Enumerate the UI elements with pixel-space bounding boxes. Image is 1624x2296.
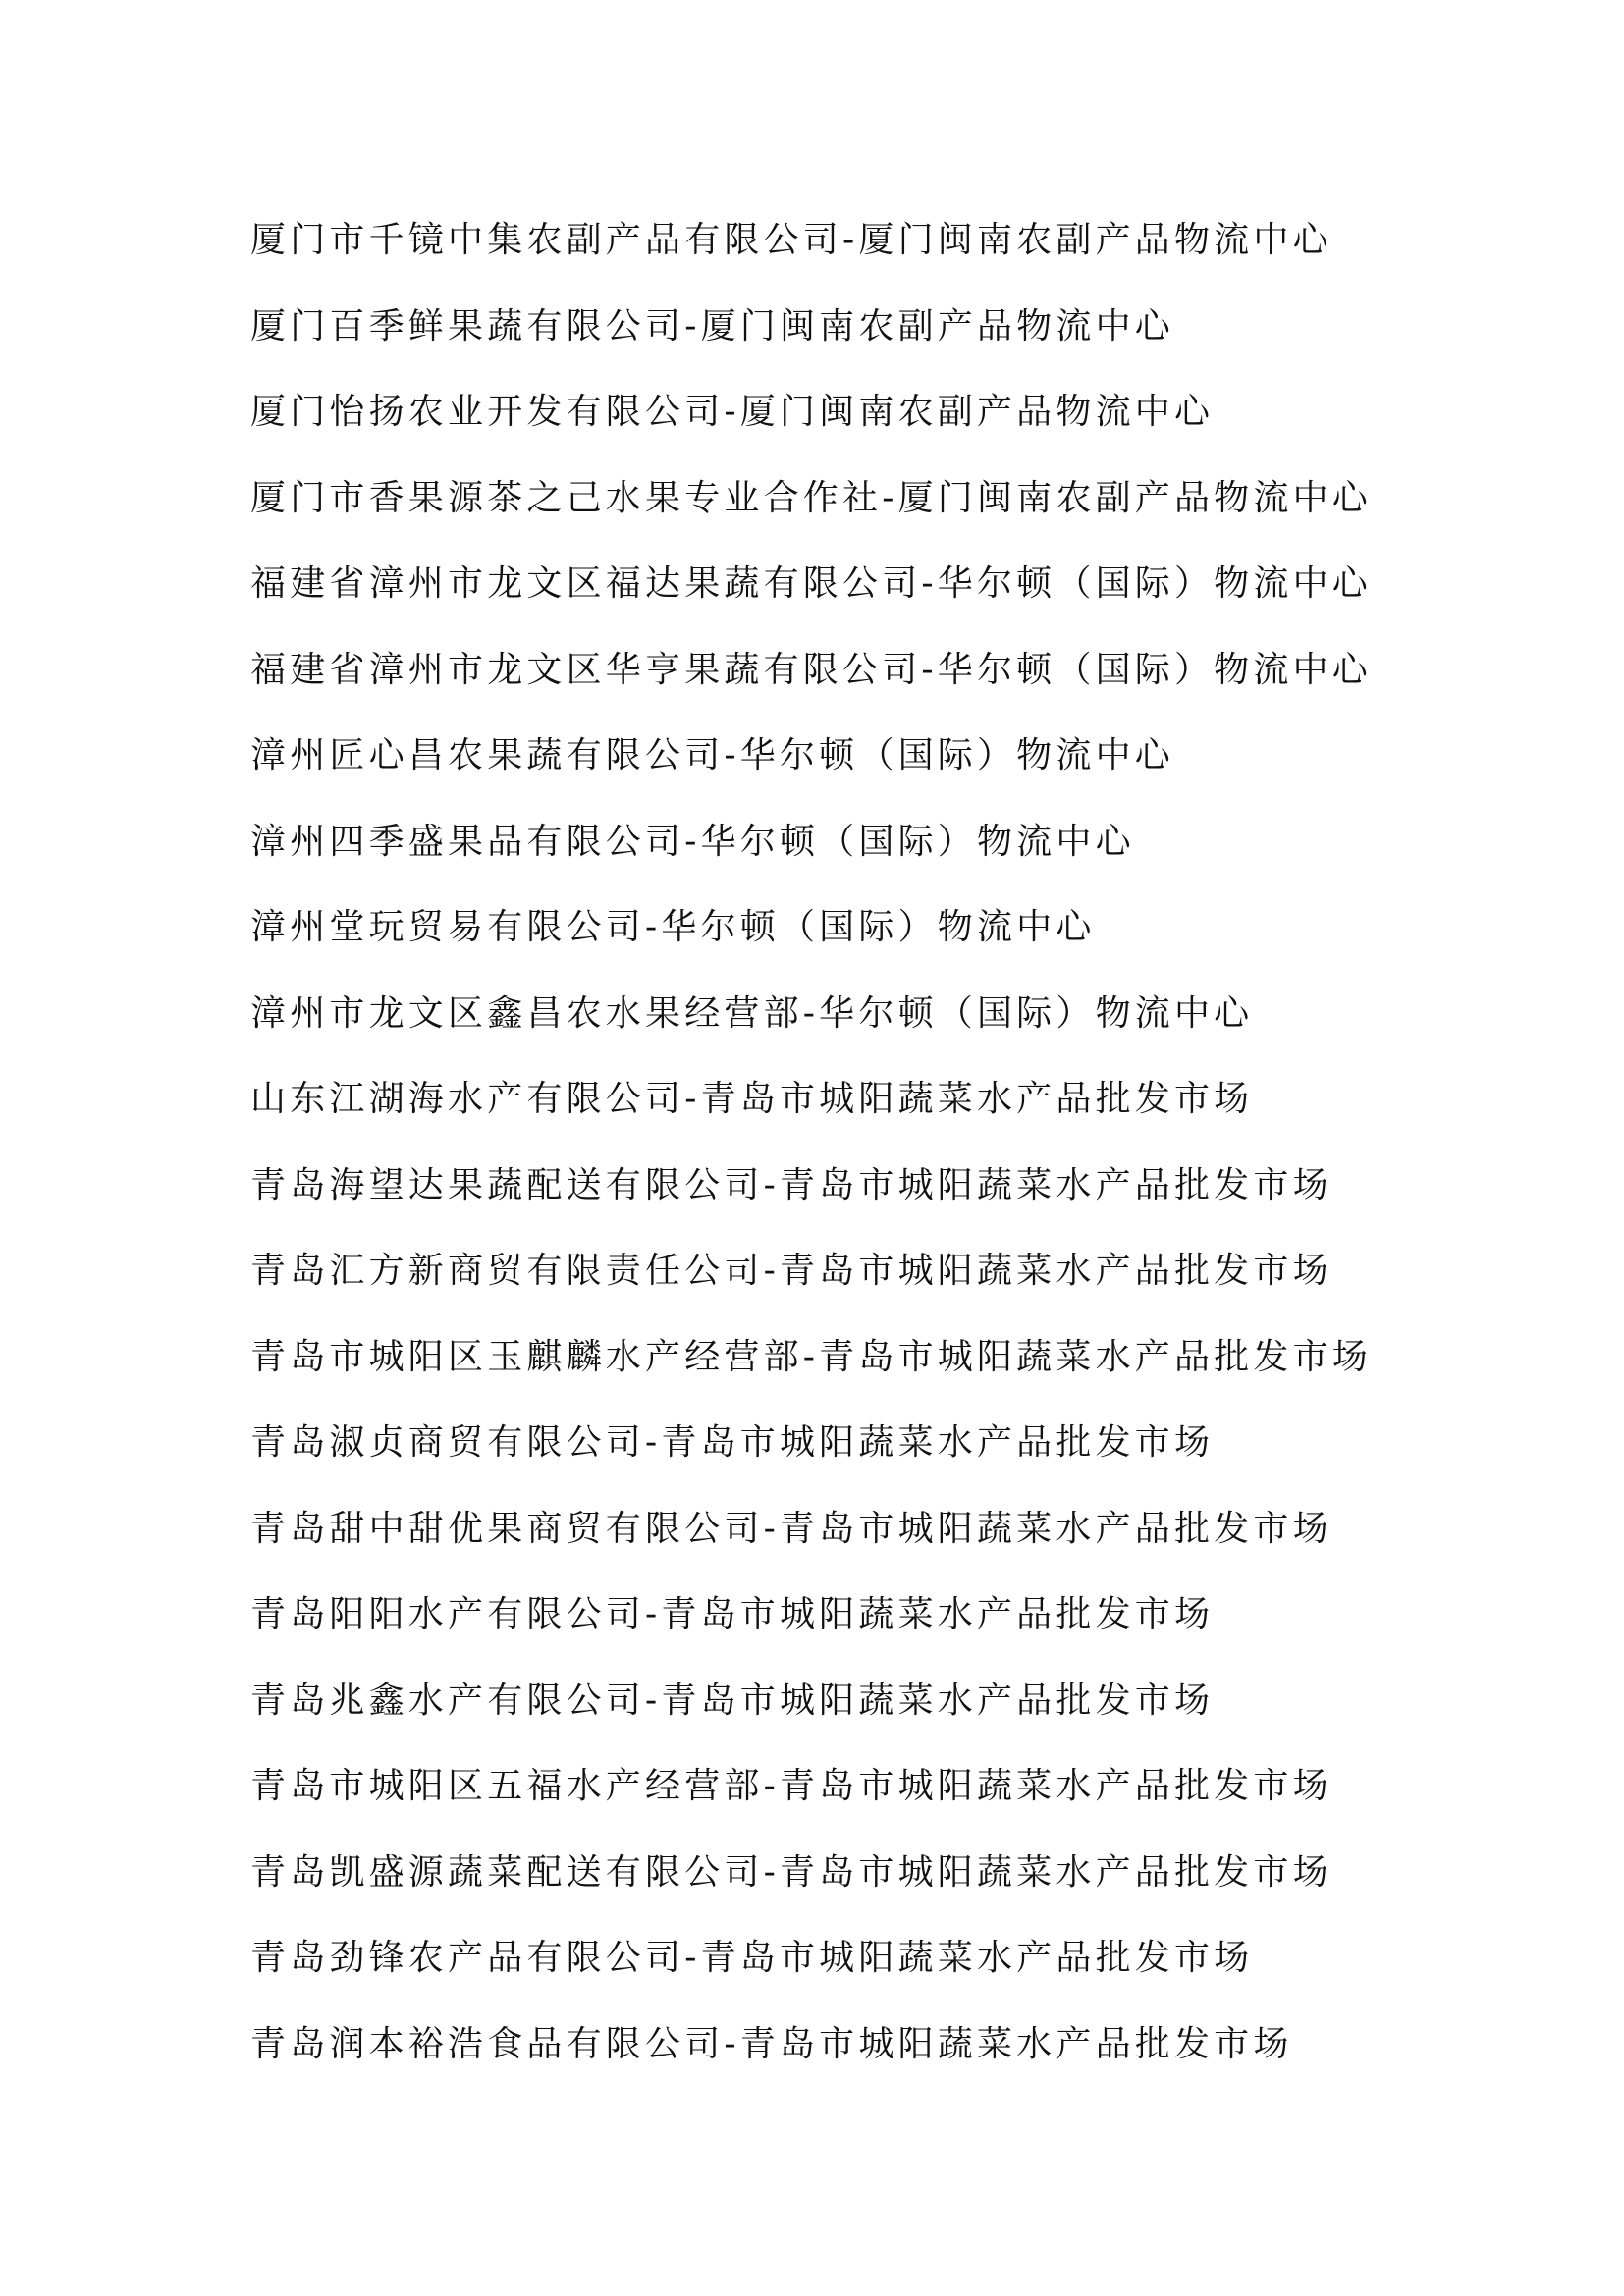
list-item: 漳州四季盛果品有限公司-华尔顿（国际）物流中心 <box>250 821 1135 862</box>
list-item: 青岛海望达果蔬配送有限公司-青岛市城阳蔬菜水产品批发市场 <box>250 1164 1332 1205</box>
list-item: 青岛淑贞商贸有限公司-青岛市城阳蔬菜水产品批发市场 <box>250 1422 1215 1463</box>
list-item: 厦门百季鲜果蔬有限公司-厦门闽南农副产品物流中心 <box>250 305 1174 347</box>
list-item: 青岛劲锋农产品有限公司-青岛市城阳蔬菜水产品批发市场 <box>250 1938 1254 1978</box>
list-item: 福建省漳州市龙文区福达果蔬有限公司-华尔顿（国际）物流中心 <box>250 563 1372 604</box>
list-item: 漳州堂玩贸易有限公司-华尔顿（国际）物流中心 <box>250 907 1096 947</box>
list-item: 厦门怡扬农业开发有限公司-厦门闽南农副产品物流中心 <box>250 392 1215 432</box>
list-item: 青岛汇方新商贸有限责任公司-青岛市城阳蔬菜水产品批发市场 <box>250 1251 1332 1291</box>
list-item: 青岛市城阳区五福水产经营部-青岛市城阳蔬菜水产品批发市场 <box>250 1766 1332 1806</box>
company-list <box>250 206 1429 2096</box>
list-item: 漳州匠心昌农果蔬有限公司-华尔顿（国际）物流中心 <box>250 735 1174 775</box>
list-item: 青岛甜中甜优果商贸有限公司-青岛市城阳蔬菜水产品批发市场 <box>250 1508 1332 1549</box>
list-item: 青岛阳阳水产有限公司-青岛市城阳蔬菜水产品批发市场 <box>250 1594 1215 1634</box>
list-item: 厦门市香果源茶之己水果专业合作社-厦门闽南农副产品物流中心 <box>250 477 1372 518</box>
list-item: 青岛兆鑫水产有限公司-青岛市城阳蔬菜水产品批发市场 <box>250 1680 1215 1721</box>
list-item: 青岛凯盛源蔬菜配送有限公司-青岛市城阳蔬菜水产品批发市场 <box>250 1851 1332 1893</box>
list-item: 山东江湖海水产有限公司-青岛市城阳蔬菜水产品批发市场 <box>250 1079 1254 1119</box>
list-item: 漳州市龙文区鑫昌农水果经营部-华尔顿（国际）物流中心 <box>250 992 1254 1034</box>
list-item: 厦门市千镜中集农副产品有限公司-厦门闽南农副产品物流中心 <box>250 220 1332 260</box>
list-item: 青岛润本裕浩食品有限公司-青岛市城阳蔬菜水产品批发市场 <box>250 2023 1293 2064</box>
list-item: 福建省漳州市龙文区华亨果蔬有限公司-华尔顿（国际）物流中心 <box>250 649 1372 690</box>
list-item: 青岛市城阳区玉麒麟水产经营部-青岛市城阳蔬菜水产品批发市场 <box>250 1336 1372 1377</box>
